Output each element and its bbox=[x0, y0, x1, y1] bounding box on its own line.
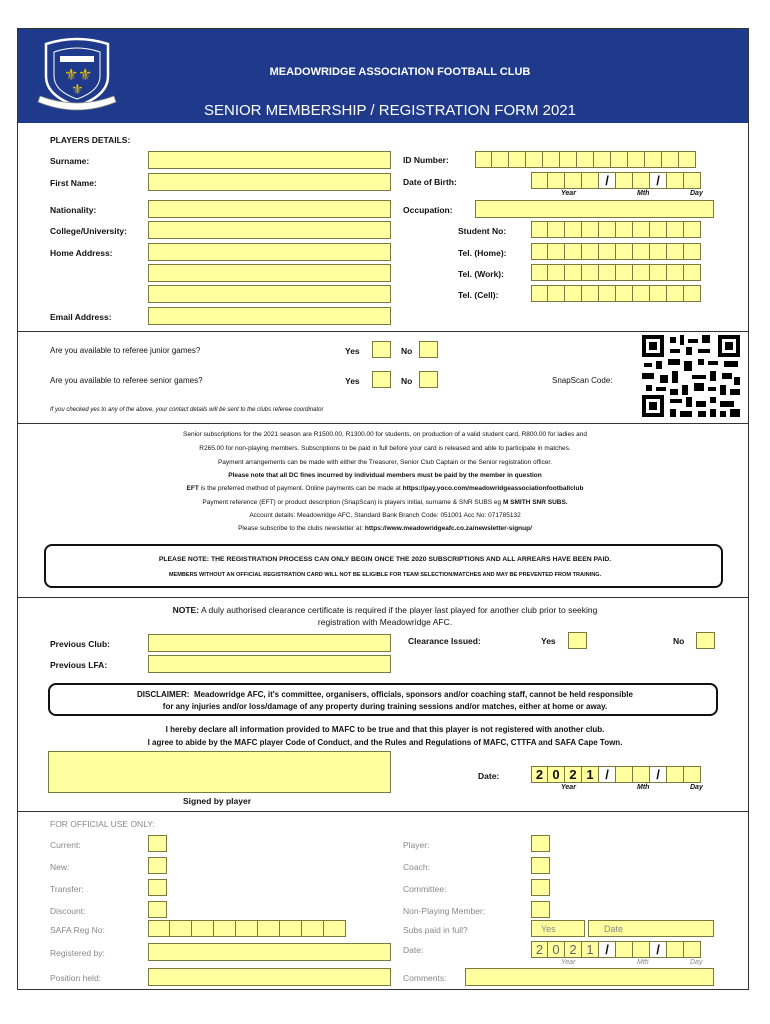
newsletter-link[interactable]: https://www.meadowridgeafc.co.za/newsletter-signup/ bbox=[364, 525, 532, 532]
disclaimer-line-1 bbox=[40, 690, 730, 699]
first-name-field[interactable] bbox=[148, 173, 391, 191]
eft-label: EFT bbox=[186, 485, 199, 492]
disclaimer-line-2: for any injuries and/or loss/damage of any property during training sessions and/or matches, either at home or away. bbox=[162, 702, 608, 711]
email-label: Email Address: bbox=[50, 312, 112, 322]
clearance-no-label: No bbox=[673, 636, 685, 646]
subs-paid-yes-label: Yes bbox=[541, 924, 556, 934]
surname-field[interactable] bbox=[148, 151, 391, 169]
comments-field[interactable] bbox=[465, 968, 714, 986]
position-held-field[interactable] bbox=[148, 968, 391, 986]
home-address-field-1[interactable] bbox=[148, 243, 391, 261]
players-section-title: PLAYERS DETAILS: bbox=[50, 135, 131, 145]
newsletter-text: Please subscribe to the clubs newsletter at: bbox=[238, 525, 365, 532]
form-title: SENIOR MEMBERSHIP / REGISTRATION FORM 2021 bbox=[203, 102, 576, 119]
registration-warning-line-2: MEMBERS WITHOUT AN OFFICIAL REGISTRATION CARD WILL NOT BE ELIGIBLE FOR TEAM SELECTION/MATCHES AND MAY BE PREVENTED FROM TRAINING. bbox=[168, 572, 602, 578]
official-player-checkbox[interactable] bbox=[531, 835, 550, 852]
club-crest-logo bbox=[34, 36, 120, 114]
disclaimer-label: DISCLAIMER: bbox=[137, 690, 190, 699]
referee-junior-no-checkbox[interactable] bbox=[419, 341, 438, 358]
clearance-yes-checkbox[interactable] bbox=[568, 632, 587, 649]
declaration-line-2: I agree to abide by the MAFC player Code of Conduct, and the Rules and Regulations of MAFC, CTTFA and SAFA Cape Town. bbox=[147, 738, 623, 747]
referee-junior-question: Are you available to referee junior games? bbox=[50, 346, 201, 355]
subs-paid-label: Subs paid in full? bbox=[403, 925, 468, 935]
home-address-field-3[interactable] bbox=[148, 285, 391, 303]
subs-paid-yes-field[interactable] bbox=[531, 920, 585, 937]
official-discount-checkbox[interactable] bbox=[148, 901, 167, 918]
student-no-label: Student No: bbox=[458, 226, 507, 236]
disclaimer-text-1: Meadowridge AFC, it's committee, organisers, officials, sponsors and/or coaching staff, cannot be held responsible bbox=[193, 690, 633, 699]
nationality-field[interactable] bbox=[148, 200, 391, 218]
referee-senior-no-label: No bbox=[401, 376, 413, 386]
official-new-label: New: bbox=[50, 862, 70, 872]
registered-by-label: Registered by: bbox=[50, 948, 105, 958]
dob-label: Date of Birth: bbox=[403, 177, 457, 187]
tel-home-cells[interactable] bbox=[531, 243, 701, 260]
home-address-field-2[interactable] bbox=[148, 264, 391, 282]
clearance-issued-label: Clearance Issued: bbox=[408, 636, 481, 646]
official-transfer-checkbox[interactable] bbox=[148, 879, 167, 896]
signature-day-hint: Day bbox=[690, 784, 703, 791]
referee-junior-yes-label: Yes bbox=[345, 346, 360, 356]
eft-text: is the preferred method of payment. Online payments can be made at bbox=[198, 485, 403, 492]
clearance-note-text: A duly authorised clearance certificate is required if the player last played for another club prior to seeking bbox=[199, 605, 598, 615]
occupation-label: Occupation: bbox=[403, 205, 453, 215]
previous-lfa-label: Previous LFA: bbox=[50, 660, 108, 670]
safa-reg-cells[interactable] bbox=[148, 920, 346, 937]
college-field[interactable] bbox=[148, 221, 391, 239]
referee-junior-yes-checkbox[interactable] bbox=[372, 341, 391, 358]
referee-senior-question: Are you available to referee senior games? bbox=[50, 376, 203, 385]
signature-date-cells[interactable]: 2 0 2 1 / / bbox=[531, 766, 701, 783]
official-new-checkbox[interactable] bbox=[148, 857, 167, 874]
divider bbox=[17, 811, 749, 812]
comments-label: Comments: bbox=[403, 973, 447, 983]
svg-text:⚜: ⚜ bbox=[71, 82, 84, 98]
previous-lfa-field[interactable] bbox=[148, 655, 391, 673]
official-coach-checkbox[interactable] bbox=[531, 857, 550, 874]
surname-label: Surname: bbox=[50, 156, 90, 166]
info-line-4: Please note that all DC fines incurred by individual members must be paid by the member in question bbox=[228, 472, 542, 479]
dob-day-hint: Day bbox=[690, 190, 703, 197]
id-number-label: ID Number: bbox=[403, 155, 449, 165]
id-number-cells[interactable] bbox=[475, 151, 696, 168]
official-non-playing-checkbox[interactable] bbox=[531, 901, 550, 918]
dob-month-hint: Mth bbox=[637, 190, 650, 197]
official-non-playing-label: Non-Playing Member: bbox=[403, 906, 486, 916]
clearance-note-label: NOTE: bbox=[172, 605, 200, 615]
email-field[interactable] bbox=[148, 307, 391, 325]
official-month-hint: Mth bbox=[637, 959, 649, 966]
club-name: MEADOWRIDGE ASSOCIATION FOOTBALL CLUB bbox=[269, 66, 531, 78]
divider bbox=[17, 331, 749, 332]
clearance-note-line-1 bbox=[40, 605, 730, 615]
registration-warning-line-1: PLEASE NOTE: THE REGISTRATION PROCESS CAN ONLY BEGIN ONCE THE 2020 SUBSCRIPTIONS AND ALL ARREARS HAVE BEEN PAID. bbox=[158, 556, 612, 563]
payment-reference-example: M SMITH SNR SUBS. bbox=[502, 499, 568, 506]
tel-cell-label: Tel. (Cell): bbox=[458, 290, 499, 300]
official-coach-label: Coach: bbox=[403, 862, 430, 872]
info-line-5 bbox=[40, 485, 730, 492]
info-line-3: Payment arrangements can be made with either the Treasurer, Senior Club Captain or the Senior registration officer. bbox=[217, 459, 553, 466]
home-address-label: Home Address: bbox=[50, 248, 113, 258]
registered-by-field[interactable] bbox=[148, 943, 391, 961]
referee-senior-yes-checkbox[interactable] bbox=[372, 371, 391, 388]
occupation-field[interactable] bbox=[475, 200, 714, 218]
referee-senior-no-checkbox[interactable] bbox=[419, 371, 438, 388]
tel-home-label: Tel. (Home): bbox=[458, 248, 507, 258]
info-line-1: Senior subscriptions for the 2021 season are R1500.00, R1300.00 for students, on production of a valid student card, R800.00 for ladies and bbox=[183, 431, 587, 438]
first-name-label: First Name: bbox=[50, 178, 97, 188]
official-committee-checkbox[interactable] bbox=[531, 879, 550, 896]
player-signature-field[interactable] bbox=[48, 751, 391, 793]
official-year-hint: Year bbox=[561, 959, 576, 966]
payment-reference-text: Payment reference (EFT) or product description (SnapScan) is players initial, surname & SNR SUBS eg bbox=[202, 499, 503, 506]
yoco-payment-link[interactable]: https://pay.yoco.com/meadowridgeassociationfootballclub bbox=[402, 485, 584, 492]
registration-warning-box bbox=[44, 544, 723, 588]
official-use-title: FOR OFFICIAL USE ONLY: bbox=[50, 819, 155, 829]
subs-paid-date-label: Date bbox=[604, 924, 624, 934]
official-player-label: Player: bbox=[403, 840, 430, 850]
svg-text:⚜: ⚜ bbox=[78, 65, 93, 84]
snapscan-label: SnapScan Code: bbox=[552, 376, 613, 385]
declaration-line-1: I hereby declare all information provided to MAFC to be true and that this player is not registered with another club. bbox=[165, 725, 605, 734]
tel-work-label: Tel. (Work): bbox=[458, 269, 504, 279]
nationality-label: Nationality: bbox=[50, 205, 97, 215]
previous-club-field[interactable] bbox=[148, 634, 391, 652]
info-line-7: Account details: Meadowridge AFC, Standard Bank Branch Code: 051001 Acc No: 071785132 bbox=[249, 512, 521, 519]
student-no-cells[interactable] bbox=[531, 221, 701, 238]
official-transfer-label: Transfer: bbox=[50, 884, 84, 894]
position-held-label: Position held: bbox=[50, 973, 102, 983]
official-committee-label: Committee: bbox=[403, 884, 447, 894]
clearance-yes-label: Yes bbox=[541, 636, 556, 646]
clearance-no-checkbox[interactable] bbox=[696, 632, 715, 649]
referee-note: If you checked yes to any of the above, your contact details will be sent to the clubs referee coordinator bbox=[50, 407, 324, 413]
signature-month-hint: Mth bbox=[637, 784, 650, 791]
referee-senior-yes-label: Yes bbox=[345, 376, 360, 386]
signature-year-hint: Year bbox=[561, 784, 576, 791]
info-line-6 bbox=[40, 499, 730, 506]
referee-junior-no-label: No bbox=[401, 346, 413, 356]
divider bbox=[17, 423, 749, 424]
info-line-8 bbox=[40, 525, 730, 532]
previous-club-label: Previous Club: bbox=[50, 639, 110, 649]
dob-cells[interactable]: / / bbox=[531, 172, 701, 189]
tel-work-cells[interactable] bbox=[531, 264, 701, 281]
signed-by-player-label: Signed by player bbox=[183, 796, 252, 806]
official-current-label: Current: bbox=[50, 840, 81, 850]
info-line-2: R265.00 for non-playing members. Subscriptions to be paid in full before your card is released and able to participate in matches. bbox=[199, 445, 571, 452]
official-day-hint: Day bbox=[690, 959, 703, 966]
svg-text:⚜: ⚜ bbox=[64, 65, 79, 84]
snapscan-qr-code[interactable] bbox=[640, 333, 742, 419]
official-date-label: Date: bbox=[403, 945, 424, 955]
divider bbox=[17, 597, 749, 598]
tel-cell-cells[interactable] bbox=[531, 285, 701, 302]
safa-reg-label: SAFA Reg No: bbox=[50, 925, 105, 935]
dob-year-hint: Year bbox=[561, 190, 576, 197]
official-discount-label: Discount: bbox=[50, 906, 86, 916]
signature-date-label: Date: bbox=[478, 771, 500, 781]
official-current-checkbox[interactable] bbox=[148, 835, 167, 852]
college-label: College/University: bbox=[50, 226, 127, 236]
disclaimer-box bbox=[48, 683, 718, 716]
official-date-cells[interactable]: 2 0 2 1 / / bbox=[531, 941, 701, 958]
clearance-note-line-2: registration with Meadowridge AFC. bbox=[317, 617, 453, 627]
